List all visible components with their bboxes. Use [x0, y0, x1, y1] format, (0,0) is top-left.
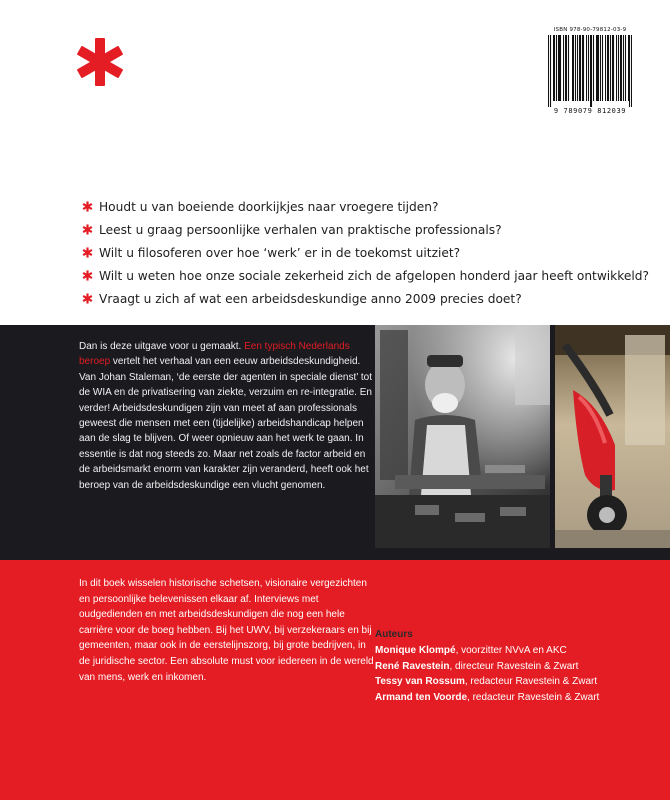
question-text: Leest u graag persoonlijke verhalen van praktische professionals? [99, 222, 502, 237]
cover-top-section [0, 0, 670, 325]
red-asterisk-icon [82, 293, 93, 304]
barcode-bar [620, 35, 621, 101]
barcode-bar [610, 35, 611, 101]
barcode-bar [556, 35, 557, 101]
intro-paragraph [79, 339, 379, 493]
barcode-bar [563, 35, 564, 101]
question-item [82, 287, 649, 310]
question-item [82, 195, 649, 218]
barcode-bar [593, 35, 594, 101]
book-title: Een typisch Nederlands beroep [79, 341, 350, 368]
barcode [546, 27, 634, 117]
author-name: Tessy van Rossum [375, 676, 465, 688]
barcode-bar [628, 35, 629, 101]
barcode-bar [558, 35, 559, 101]
barcode-bar [625, 35, 626, 101]
question-text: Wilt u filosoferen over hoe ‘werk’ er in de toekomst uitziet? [99, 245, 461, 260]
question-text: Wilt u weten hoe onze sociale zekerheid zich de afgelopen honderd jaar heeft ontwikkeld? [99, 268, 649, 283]
author-role: , directeur Ravestein & Zwart [449, 660, 579, 672]
barcode-bar [621, 35, 622, 101]
barcode-bar [554, 35, 555, 101]
barcode-bar [618, 35, 619, 101]
authors-heading: Auteurs [375, 629, 413, 640]
barcode-bar [631, 35, 632, 107]
barcode-bar [629, 35, 630, 107]
red-asterisk-icon [82, 224, 93, 235]
intro-band [0, 325, 670, 560]
barcode-bar [608, 35, 609, 101]
red-mobility-scooter-photo [555, 325, 670, 548]
author-line [375, 659, 599, 675]
barcode-bar [612, 35, 613, 101]
red-asterisk-icon [82, 201, 93, 212]
barcode-bar [577, 35, 578, 101]
red-asterisk-icon [82, 247, 93, 258]
barcode-bar [586, 35, 587, 101]
question-text: Houdt u van boeiende doorkijkjes naar vroegere tijden? [99, 199, 439, 214]
red-asterisk-icon [74, 36, 126, 88]
question-item [82, 264, 649, 287]
barcode-bar [560, 35, 561, 101]
barcode-bar [573, 35, 574, 101]
authors-block [375, 627, 599, 706]
barcode-bar [583, 35, 584, 101]
question-text: Vraagt u zich af wat een arbeidsdeskundige anno 2009 precies doet? [99, 291, 522, 306]
barcode-bar [572, 35, 573, 101]
barcode-bar [575, 35, 576, 101]
barcode-bar [600, 35, 601, 101]
barcode-bar [559, 35, 560, 101]
barcode-bar [607, 35, 608, 101]
barcode-bar [613, 35, 614, 101]
barcode-bar [602, 35, 603, 101]
barcode-bar [553, 35, 554, 101]
barcode-bar [598, 35, 599, 101]
barcode-bar [565, 35, 566, 101]
barcode-bar [616, 35, 617, 101]
author-name: Monique Klompé [375, 644, 456, 656]
author-role: , redacteur Ravestein & Zwart [467, 692, 600, 704]
barcode-bar [548, 35, 549, 107]
barcode-bar [550, 35, 551, 107]
author-name: René Ravestein [375, 660, 450, 672]
barcode-bar [597, 35, 598, 101]
author-name: Armand ten Voorde [375, 692, 468, 704]
historic-workshop-photo [375, 325, 550, 548]
barcode-bar [623, 35, 624, 101]
intro-lead: Dan is deze uitgave voor u gemaakt. [79, 341, 245, 352]
barcode-bar [566, 35, 567, 101]
question-item [82, 241, 649, 264]
question-list [82, 195, 649, 310]
author-role: , redacteur Ravestein & Zwart [464, 676, 598, 688]
question-item [82, 218, 649, 241]
red-asterisk-icon [82, 270, 93, 281]
intro-rest: vertelt het verhaal van een eeuw arbeidsdeskundigheid. Van Johan Staleman, ‘de eerste der agenten in speciale dienst’ tot de WIA en de privatisering van ziekte, verzuim en re-integratie. En verder! Arbeidsdeskundigen zijn van meet af aan professionals geweest die mensen met een (tijdelijke) arbeidshandicap helpen aan de slag te blijven. Of weer opnieuw aan het werk te gaan. In essentie is dat nog steeds zo. Maar net zoals de factor arbeid en de arbeidsmarkt enorm van karakter zijn veranderd, heeft ook het beroep van de arbeidsdeskundige een vlucht genomen. [79, 356, 372, 491]
author-line [375, 690, 599, 706]
author-line [375, 643, 599, 659]
barcode-bar [580, 35, 581, 101]
barcode-bar [568, 35, 569, 101]
description-band [0, 560, 670, 800]
barcode-bar [588, 35, 589, 101]
isbn-label: ISBN 978-90-79812-03-9 [553, 27, 627, 33]
isbn-digits: 9 789079 812039 [553, 107, 627, 115]
barcode-bar [579, 35, 580, 101]
description-paragraph: In dit boek wisselen historische schetsen, visionaire vergezichten en persoonlijke belevenissen elkaar af. Interviews met oudgedienden en met arbeidsdeskundigen die nog een hele carrière voor de boeg hebben. Bij het UWV, bij verzekeraars en bij gemeenten, maar ook in de eerstelijnszorg, bij grote bedrijven, in de juridische sector. Een absolute must voor iedereen in de wereld van mens, werk en inkomen. [79, 578, 374, 683]
barcode-bar [596, 35, 597, 101]
author-line [375, 674, 599, 690]
author-role: , voorzitter NVvA en AKC [455, 644, 567, 656]
barcode-bar [591, 35, 592, 107]
barcode-bars [548, 35, 632, 107]
barcode-bar [590, 35, 591, 107]
barcode-bar [582, 35, 583, 101]
barcode-bar [605, 35, 606, 101]
